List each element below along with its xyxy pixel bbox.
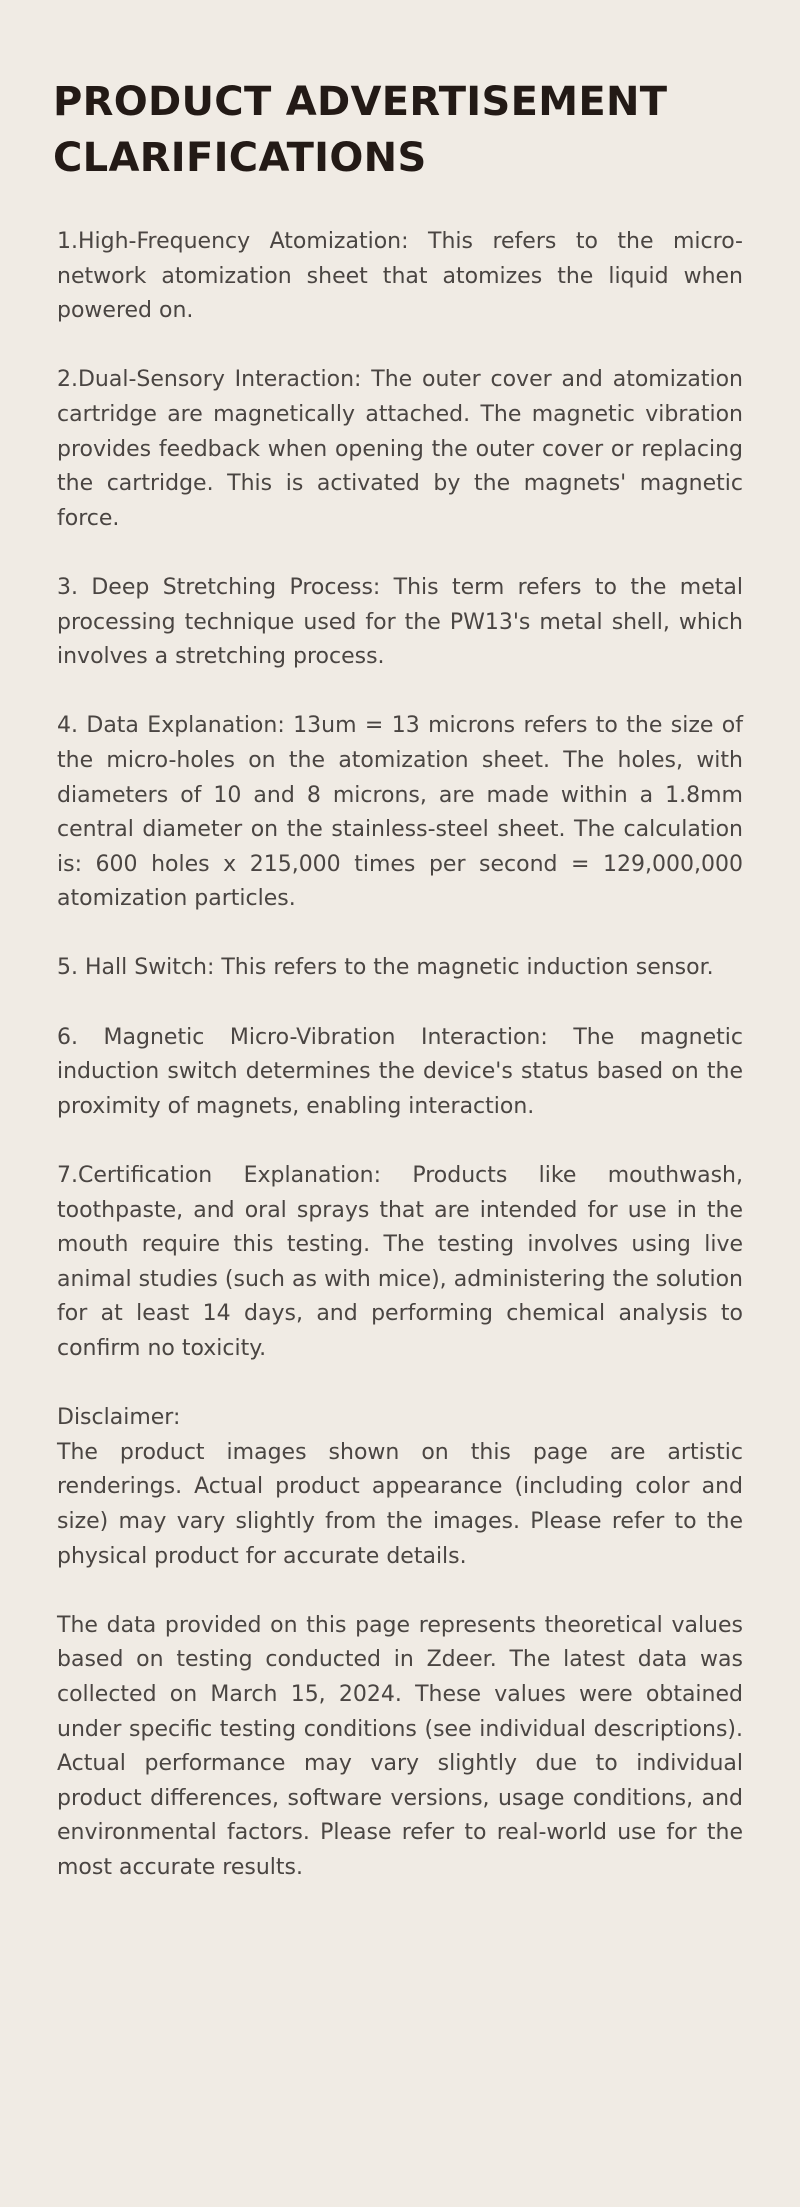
disclaimer-block [57,1401,743,1574]
clarifications-body [57,225,743,1886]
page-title: PRODUCT ADVERTISEMENT CLARIFICATIONS [53,79,668,181]
clarification-item-deep-stretching-process: 3. Deep Stretching Process: This term refers to the metal processing technique used for the PW13's metal shell, which involves a stretching process. [57,574,743,670]
clarification-item-certification-explanation: 7.Certification Explanation: Products like mouthwash, toothpaste, and oral sprays that are intended for use in the mouth require this testing. The testing involves using live animal studies (such as with mice), administering the solution for at least 14 days, and performing chemical analysis to confirm no toxicity. [57,1163,743,1361]
data-note: The data provided on this page represents theoretical values based on testing conducted in Zdeer. The latest data was collected on March 15, 2024. These values were obtained under specific testing conditions (see individual descriptions). Actual performance may vary slightly due to individual product differences, software versions, usage conditions, and environmental factors. Please refer to real-world use for the most accurate results. [57,1612,743,1880]
clarification-item-magnetic-micro-vibration: 6. Magnetic Micro-Vibration Interaction: The magnetic induction switch determines the device's status based on the proximity of magnets, enabling interaction. [57,1024,743,1119]
disclaimer-text: The product images shown on this page are artistic renderings. Actual product appearance (including color and size) may vary slightly from the images. Please refer to the physical product for accurate details. [57,1439,743,1569]
clarification-item-hall-switch: 5. Hall Switch: This refers to the magnetic induction sensor. [57,955,714,981]
clarification-item-dual-sensory-interaction: 2.Dual-Sensory Interaction: The outer cover and atomization cartridge are magnetically attached. The magnetic vibration provides feedback when opening the outer cover or replacing the cartridge. This is activated by the magnets' magnetic force. [57,367,743,531]
disclaimer-heading: Disclaimer: [57,1405,181,1431]
clarification-item-high-frequency-atomization: 1.High-Frequency Atomization: This refers to the micro-network atomization sheet that atomizes the liquid when powered on. [57,229,743,324]
clarification-item-data-explanation: 4. Data Explanation: 13um = 13 microns refers to the size of the micro-holes on the atomization sheet. The holes, with diameters of 10 and 8 microns, are made within a 1.8mm central diameter on the stainless-steel sheet. The calculation is: 600 holes x 215,000 times per second = 129,000,000 atomization particles. [57,713,743,912]
